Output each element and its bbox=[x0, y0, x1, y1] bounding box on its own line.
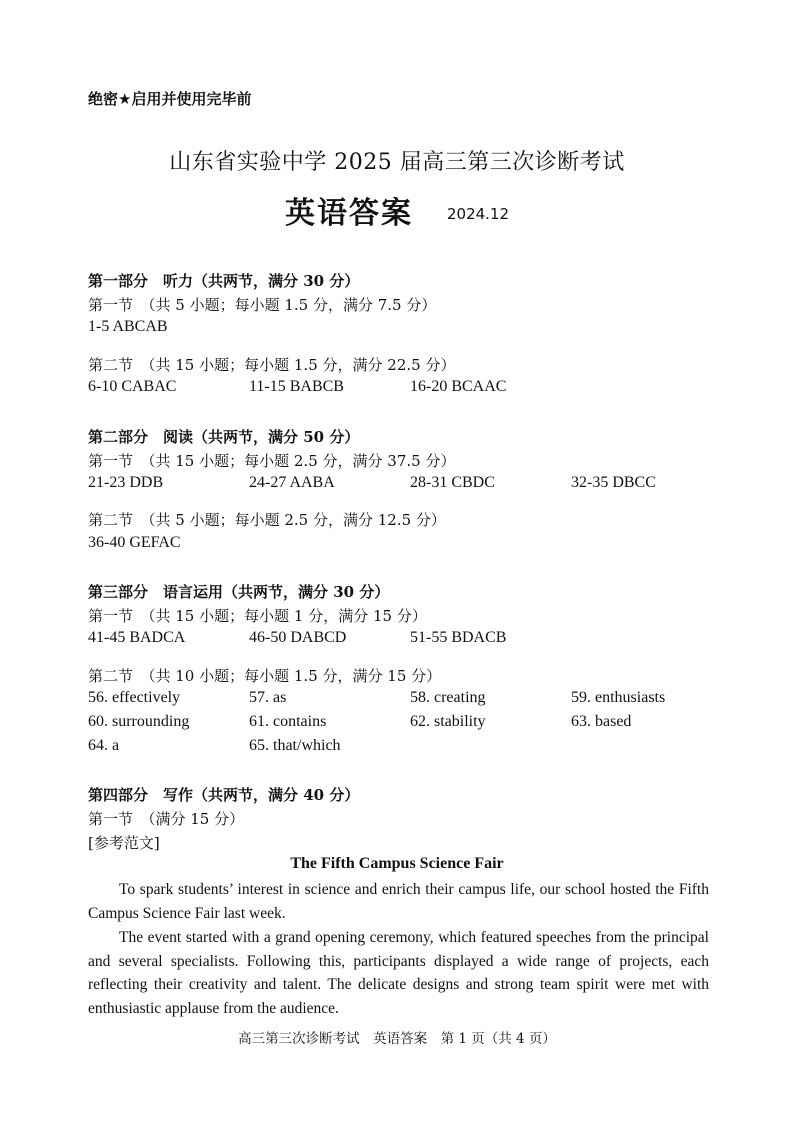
part2-section1-title: 第一节 （共 15 小题；每小题 2.5 分，满分 37.5 分） bbox=[88, 452, 456, 470]
part4-section1-title: 第一节 （满分 15 分） bbox=[88, 810, 245, 828]
answer-group: 21-23 DDB bbox=[88, 474, 164, 491]
part3-section2-title: 第二节 （共 10 小题；每小题 1.5 分，满分 15 分） bbox=[88, 667, 442, 685]
exam-title: 山东省实验中学 2025 届高三第三次诊断考试 bbox=[169, 150, 625, 175]
answer-group: 32-35 DBCC bbox=[571, 474, 656, 491]
sample-essay-label: [参考范文] bbox=[88, 834, 160, 852]
fill-answer: 58. creating bbox=[410, 689, 486, 706]
subtitle-line bbox=[0, 188, 794, 232]
answer-group: 6-10 CABAC bbox=[88, 378, 177, 395]
fill-answer: 61. contains bbox=[249, 713, 327, 730]
part1-section1-title: 第一节 （共 5 小题；每小题 1.5 分，满分 7.5 分） bbox=[88, 296, 437, 314]
page-footer: 高三第三次诊断考试 英语答案 第 1 页（共 4 页） bbox=[238, 1031, 556, 1047]
answer-group: 51-55 BDACB bbox=[410, 629, 507, 646]
essay-title: The Fifth Campus Science Fair bbox=[290, 855, 504, 872]
answer-group: 36-40 GEFAC bbox=[88, 534, 181, 551]
answer-key-title: 英语答案 bbox=[284, 196, 413, 231]
fill-answer: 62. stability bbox=[410, 713, 486, 730]
part1-section2-title: 第二节 （共 15 小题；每小题 1.5 分，满分 22.5 分） bbox=[88, 356, 456, 374]
exam-date: 2024.12 bbox=[446, 205, 510, 223]
answer-group: 16-20 BCAAC bbox=[410, 378, 507, 395]
part3-heading: 第三部分 语言运用（共两节，满分 30 分） bbox=[88, 583, 390, 601]
part1-heading: 第一部分 听力（共两节，满分 30 分） bbox=[88, 272, 360, 290]
fill-answer: 65. that/which bbox=[249, 737, 341, 754]
part2-section2-title: 第二节 （共 5 小题；每小题 2.5 分，满分 12.5 分） bbox=[88, 511, 446, 529]
confidential-note: 绝密★启用并使用完毕前 bbox=[88, 90, 252, 108]
answer-group: 24-27 AABA bbox=[249, 474, 335, 491]
answer-group: 28-31 CBDC bbox=[410, 474, 495, 491]
part4-heading: 第四部分 写作（共两节，满分 40 分） bbox=[88, 786, 360, 804]
essay-paragraph: To spark students’ interest in science and enrich their campus life, our school hosted the Fifth Campus Science Fair last week. bbox=[88, 881, 709, 922]
fill-answer: 63. based bbox=[571, 713, 632, 730]
fill-answer: 59. enthusiasts bbox=[571, 689, 666, 706]
answer-group: 41-45 BADCA bbox=[88, 629, 186, 646]
part2-heading: 第二部分 阅读（共两节，满分 50 分） bbox=[88, 428, 360, 446]
fill-answer: 64. a bbox=[88, 737, 120, 754]
essay-paragraph: The event started with a grand opening ceremony, which featured speeches from the principal and several specialists. Following this, participants displayed a wide range of projects, each reflecting their creativity and talent. The delicate designs and strong team spirit were met with enthusiastic applause from the audience. bbox=[88, 929, 709, 1018]
answer-group: 46-50 DABCD bbox=[249, 629, 347, 646]
fill-answer: 56. effectively bbox=[88, 689, 181, 706]
answer-group: 11-15 BABCB bbox=[249, 378, 344, 395]
answer-group: 1-5 ABCAB bbox=[88, 318, 168, 335]
fill-answer: 57. as bbox=[249, 689, 287, 706]
part3-section1-title: 第一节 （共 15 小题；每小题 1 分，满分 15 分） bbox=[88, 607, 427, 625]
fill-answer: 60. surrounding bbox=[88, 713, 190, 730]
